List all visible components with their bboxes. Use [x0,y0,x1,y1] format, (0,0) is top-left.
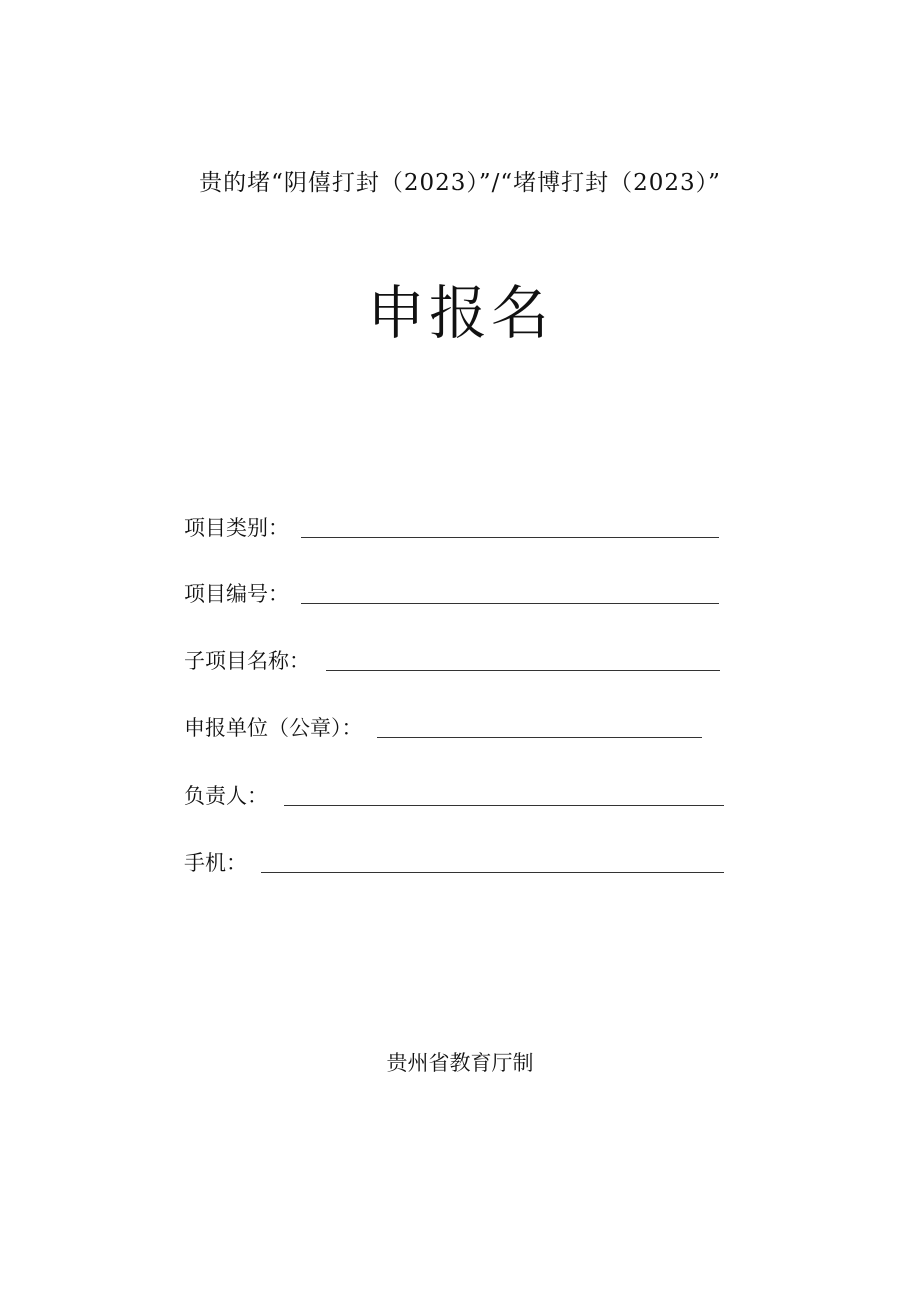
field-line[interactable] [377,737,702,738]
header-line: 贵的堵“阴僖打封（2023）”/“堵博打封（2023）” [199,170,721,196]
field-label: 子项目名称： [184,649,310,673]
footer-issuer: 贵州省教育厅制 [386,1051,534,1075]
field-line[interactable] [301,537,719,538]
field-project-category [184,506,719,540]
field-label: 项目编号： [184,582,289,606]
page-title: 申报名 [366,279,553,347]
field-label: 手机： [184,851,247,875]
field-line[interactable] [301,603,719,604]
field-subproject-name [184,639,720,673]
field-person-in-charge [184,774,724,808]
field-project-number [184,572,719,606]
field-line[interactable] [261,872,724,873]
field-label: 负责人： [184,784,268,808]
field-label: 申报单位（公章）： [184,716,363,740]
field-line[interactable] [326,670,720,671]
field-mobile [184,841,724,875]
field-label: 项目类别： [184,516,289,540]
field-line[interactable] [284,805,724,806]
field-applicant-unit [184,706,702,740]
